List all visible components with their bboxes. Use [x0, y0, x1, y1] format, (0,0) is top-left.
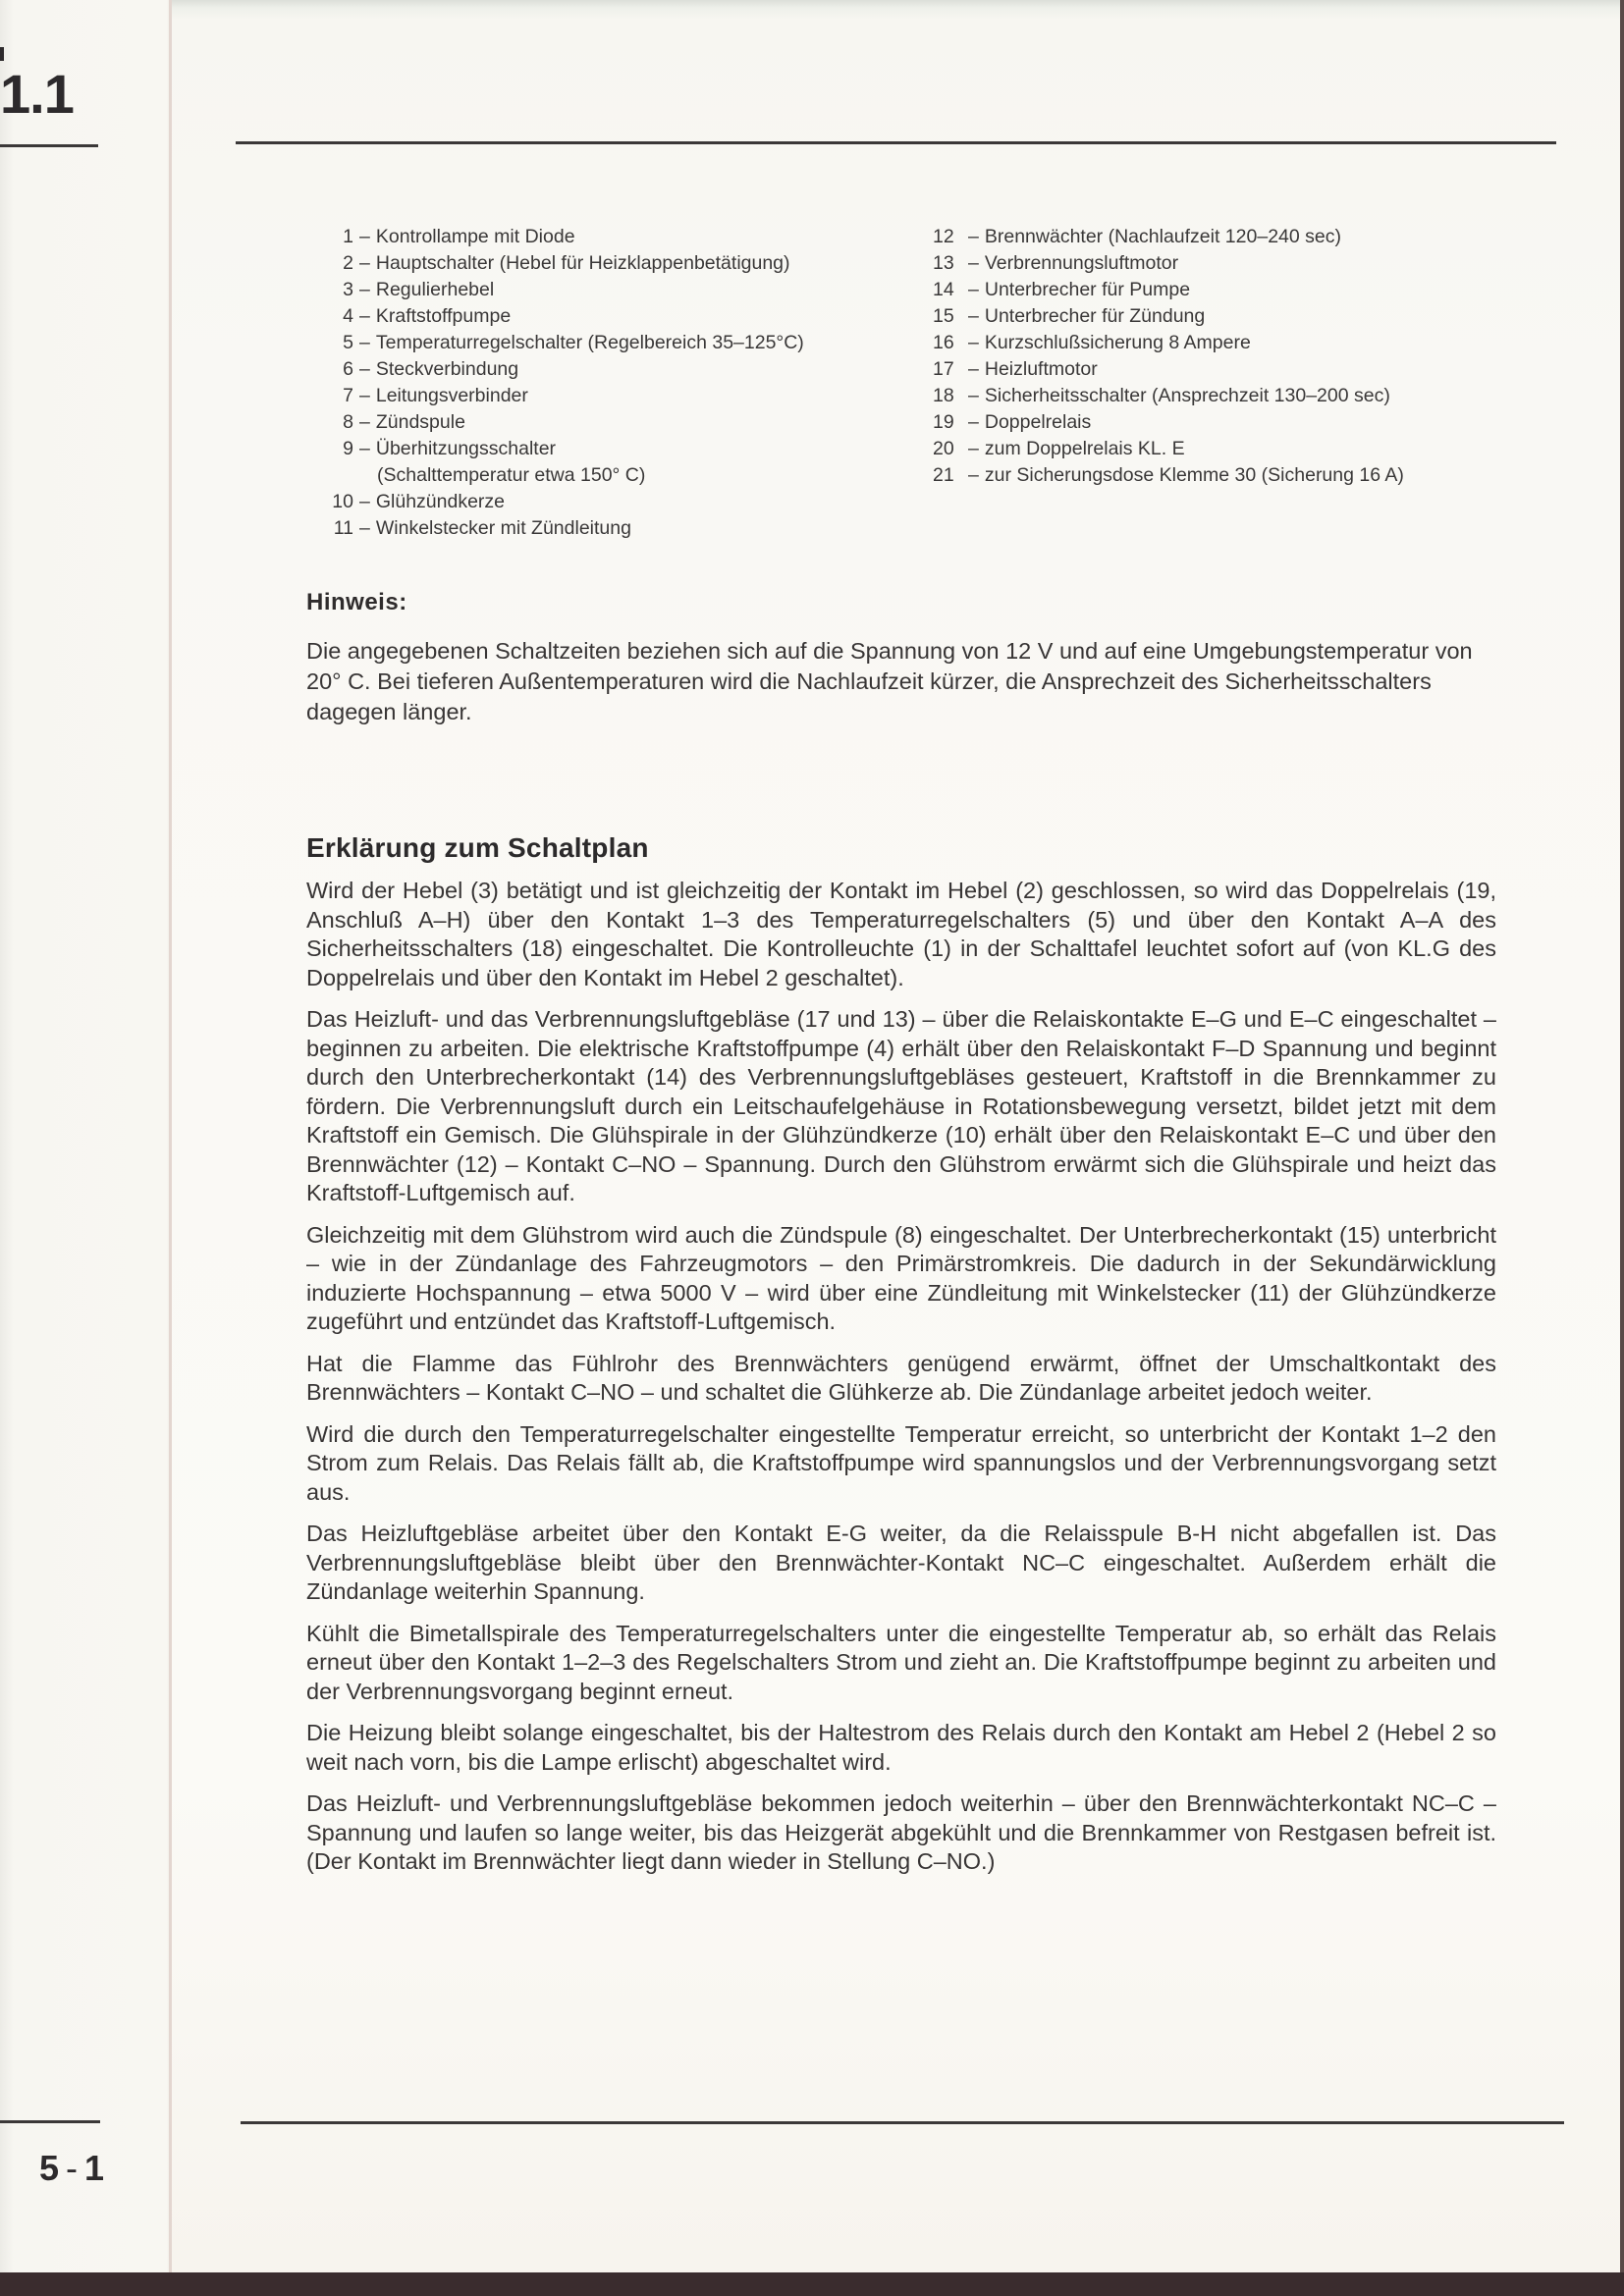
- legend-item: 11 – Winkelstecker mit Zündleitung: [333, 517, 631, 539]
- legend-column-2: [933, 224, 1542, 489]
- scan-bottom-edge: [0, 2272, 1624, 2296]
- legend-item: 17 – Heizluftmotor: [933, 358, 1098, 380]
- legend-item: 6 – Steckverbindung: [343, 358, 519, 380]
- paragraph: Die Heizung bleibt solange eingeschaltet, bis der Haltestrom des Relais durch den Kontakt am Hebel 2 (Hebel 2 so weit nach vorn, bis die Lampe erlischt) abgeschaltet wird.: [306, 1720, 1496, 1775]
- note-title: Hinweis:: [306, 589, 407, 615]
- paragraph: Kühlt die Bimetallspirale des Temperaturregelschalters unter die eingestellte Temperatur ab, so erhält das Relais erneut über den Kontakt 1–2–3 des Regelschalters Strom und zieht an. Die Kraftstoffpumpe beginnt zu arbeiten und der Verbrennungsvorgang beginnt erneut.: [306, 1620, 1496, 1704]
- legend-item: 2 – Hauptschalter (Hebel für Heizklappenbetätigung): [343, 252, 790, 274]
- page-edge: [1620, 0, 1624, 2272]
- legend-item: 1 – Kontrollampe mit Diode: [343, 226, 575, 247]
- legend-item: 4 – Kraftstoffpumpe: [343, 305, 512, 327]
- legend-item: 8 – Zündspule: [343, 411, 465, 433]
- legend-item: 14 – Unterbrecher für Pumpe: [933, 279, 1191, 300]
- legend-item: 20 – zum Doppelrelais KL. E: [933, 438, 1185, 459]
- legend-item: 9 – Überhitzungsschalter: [343, 438, 557, 459]
- legend-item: 15 – Unterbrecher für Zündung: [933, 305, 1206, 327]
- previous-page-margin: [0, 0, 171, 2272]
- paragraph: Wird die durch den Temperaturregelschalter eingestellte Temperatur erreicht, so unterbricht der Kontakt 1–2 den Strom zum Relais. Das Relais fällt ab, die Kraftstoffpumpe wird spannungslos und der Verbrennungsvorgang setzt aus.: [306, 1420, 1496, 1505]
- footer-rule: [241, 2121, 1564, 2124]
- header-rule: [236, 141, 1556, 144]
- paragraph: Das Heizluft- und das Verbrennungsluftgebläse (17 und 13) – über die Relaiskontakte E–G und E–C eingeschaltet – beginnen zu arbeiten. Die elektrische Kraftstoffpumpe (4) erhält über den Relaiskontakt F–D Spannung und beginnt durch den Unterbrecherkontakt (14) des Verbrennungsluftgebläses gesteuert, Kraftstoff in die Brennkammer zu fördern. Die Verbrennungsluft durch ein Leitschaufelgehäuse in Rotationsbewegung versetzt, bildet jetzt mit dem Kraftstoff ein Gemisch. Die Glühspirale in der Glühzündkerze (10) erhält über den Relaiskontakt E–C und über den Brennwächter (12) – Kontakt C–NO – Spannung. Durch den Glühstrom erwärmt sich die Glühspirale und heizt das Kraftstoff-Luftgemisch auf.: [306, 1006, 1496, 1205]
- legend-item: 21 – zur Sicherungsdose Klemme 30 (Sicherung 16 A): [933, 464, 1404, 486]
- legend-item: 7 – Leitungsverbinder: [343, 385, 528, 406]
- paragraph: Das Heizluftgebläse arbeitet über den Kontakt E-G weiter, da die Relaisspule B-H nicht abgefallen ist. Das Verbrennungsluftgebläse bleibt über den Brennwächter-Kontakt NC–C eingeschaltet. Außerdem erhält die Zündanlage weiterhin Spannung.: [306, 1521, 1496, 1604]
- paragraph: Wird der Hebel (3) betätigt und ist gleichzeitig der Kontakt im Hebel (2) geschlossen, so wird das Doppelrelais (19, Anschluß A–H) über den Kontakt 1–3 des Temperaturregelschalters (5) und über den Kontakt A–A des Sicherheitsschalters (18) eingeschaltet. Die Kontrolleuchte (1) in der Schalttafel leuchtet sofort auf (von KL.G des Doppelrelais und über den Kontakt im Hebel 2 geschaltet).: [306, 878, 1496, 990]
- section-number: 1.1: [0, 67, 74, 122]
- legend-item-continuation: (Schalttemperatur etwa 150° C): [377, 464, 646, 486]
- explanation-body: [306, 877, 1496, 1890]
- legend-item: 10 – Glühzündkerze: [332, 491, 506, 512]
- legend-item: 19 – Doppelrelais: [933, 411, 1092, 433]
- legend-item: 13 – Verbrennungsluftmotor: [933, 252, 1179, 274]
- footer-rule-left: [0, 2120, 100, 2123]
- section-mark: [0, 47, 4, 61]
- paragraph: Gleichzeitig mit dem Glühstrom wird auch die Zündspule (8) eingeschaltet. Der Unterbrecherkontakt (15) unterbricht – wie in der Zündanlage des Fahrzeugmotors – den Primärstromkreis. Die dadurch in der Sekundärwicklung induzierte Hochspannung – etwa 5000 V – wird über eine Zündleitung mit Winkelstecker (11) der Glühzündkerze zugeführt und entzündet das Kraftstoff-Luftgemisch.: [306, 1221, 1496, 1334]
- paragraph: Hat die Flamme das Fühlrohr des Brennwächters genügend erwärmt, öffnet der Umschaltkontakt des Brennwächters – Kontakt C–NO – und schaltet die Glühkerze ab. Die Zündanlage arbeitet jedoch weiter.: [306, 1350, 1496, 1405]
- legend-column-1: [300, 224, 909, 542]
- note-text: Die angegebenen Schaltzeiten beziehen sich auf die Spannung von 12 V und auf eine Umgebungstemperatur von 20° C. Bei tieferen Außentemperaturen wird die Nachlaufzeit kürzer, die Ansprechzeit des Sicherheitsschalters dagegen länger.: [306, 638, 1473, 724]
- section-heading: Erklärung zum Schaltplan: [306, 832, 649, 863]
- legend-item: 3 – Regulierhebel: [343, 279, 495, 300]
- paragraph: Das Heizluft- und Verbrennungsluftgebläse bekommen jedoch weiterhin – über den Brennwächterkontakt NC–C – Spannung und laufen so lange weiter, bis das Heizgerät abgekühlt und die Brennkammer von Restgasen befreit ist. (Der Kontakt im Brennwächter liegt dann wieder in Stellung C–NO.): [306, 1790, 1496, 1874]
- legend-item: 12 – Brennwächter (Nachlaufzeit 120–240 sec): [933, 226, 1341, 247]
- legend-item: 16 – Kurzschlußsicherung 8 Ampere: [933, 332, 1251, 353]
- legend-item: 18 – Sicherheitsschalter (Ansprechzeit 130–200 sec): [933, 385, 1390, 406]
- header-rule-left: [0, 144, 98, 147]
- legend-item: 5 – Temperaturregelschalter (Regelbereich 35–125°C): [343, 332, 804, 353]
- page-number: 5 - 1: [39, 2148, 106, 2188]
